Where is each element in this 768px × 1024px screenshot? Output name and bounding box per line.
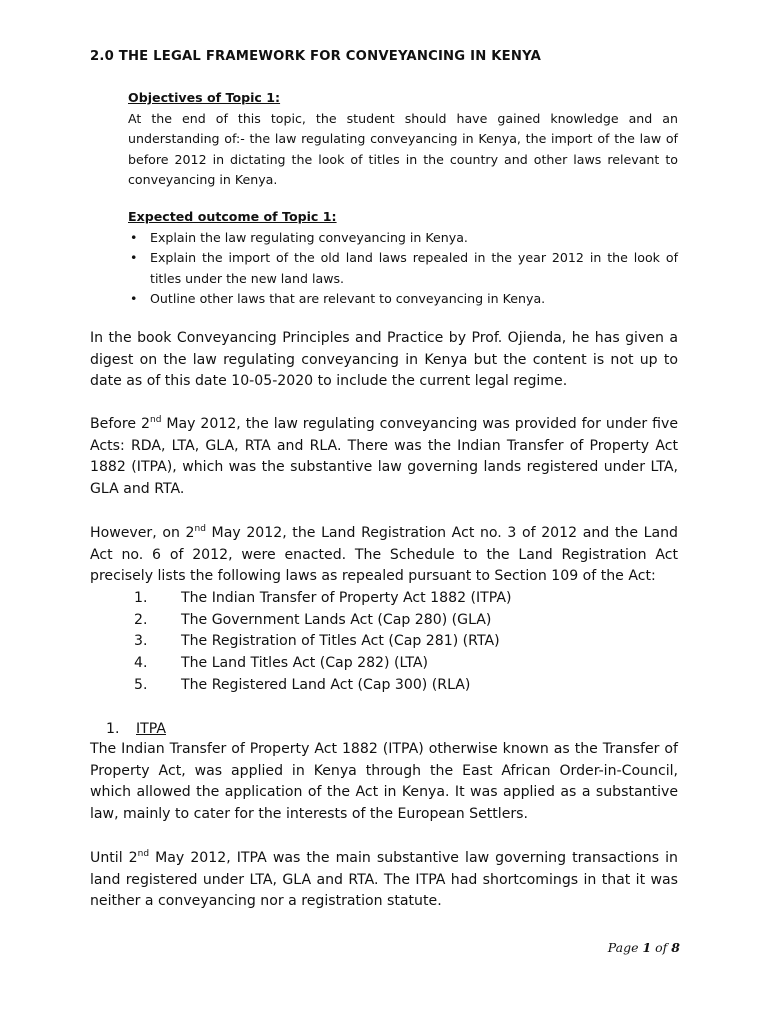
paragraph-itpa: The Indian Transfer of Property Act 1882 (ITPA) otherwise known as the Transfer of Property Act, was applied in Kenya through the East African Order-in-Council, which allowed the application of the Act in Kenya. It was applied as a substantive law, mainly to cater for the interests of the European Settlers. bbox=[90, 741, 678, 823]
outcome-title: Expected outcome of Topic 1: bbox=[128, 209, 337, 224]
list-item: • Explain the import of the old land laws repealed in the year 2012 in the look of titles under the new land laws. bbox=[130, 250, 678, 286]
objectives-title: Objectives of Topic 1: bbox=[128, 90, 281, 105]
outcome-list bbox=[128, 228, 678, 310]
document-heading: 2.0 THE LEGAL FRAMEWORK FOR CONVEYANCING IN KENYA bbox=[90, 49, 542, 64]
document-page: 2.0 THE LEGAL FRAMEWORK FOR CONVEYANCING IN KENYA Objectives of Topic 1: At the end of this topic, the student should have gained knowledge and an understanding of:- the law regulating conveyancing in Kenya, the import of the law of before 2012 in dictating the look of titles in the country and other laws relevant to conveyancing in Kenya. Expected outcome of Topic 1: • Explain the law regulating conveyancing in Kenya. • Explain the import of the old land laws repealed in the year 2012 in the look of titles under the new land laws. • Outline other laws that are relevant to conveyancing in Kenya. In the book Conveyancing Principles and Practice by Prof. Ojienda, he has given a digest on the law regulating conveyancing in Kenya but the content is not up to date as of this date 10-05-2020 to include the current legal regime. Before 2nd May 2012, the law regulating conveyancing was provided for under five Acts: RDA, LTA, GLA, RTA and RLA. There was the Indian Transfer of Property Act 1882 (ITPA), which was the substantive law governing lands registered under LTA, GLA and RTA. However, on 2nd May 2012, the Land Registration Act no. 3 of 2012 and the Land Act no. 6 of 2012, were enacted. The Schedule to the Land Registration Act precisely lists the following laws as repealed pursuant to Section 109 of the Act: 1. The Indian Transfer of Property Act 1882 (ITPA) 2. The Government Lands Act (Cap 280) (GLA) 3. The Registration of Titles Act (Cap 281) (RTA) 4. The Land Titles Act (Cap 282) (LTA) 5. The Registered Land Act (Cap 300) (RLA) 1. ITPA The Indian Transfer of Property Act 1882 (ITPA) otherwise known as the Transfer of Property Act, was applied in Kenya through the East African Order-in-Council, which allowed the application of the Act in Kenya. It was applied as a substantive law, mainly to cater for the interests of the European Settlers. Until 2nd May 2012, ITPA was the main substantive law governing transactions in land registered under LTA, GLA and RTA. The ITPA had shortcomings in that it was neither a conveyancing nor a registration statute. Page 1 of 8 bbox=[90, 49, 680, 955]
paragraph-before-2012: Before 2nd May 2012, the law regulating conveyancing was provided for under five Acts: RDA, LTA, GLA, RTA and RLA. There was the Indian Transfer of Property Act 1882 (ITPA), which was the substantive law governing lands registered under LTA, GLA and RTA. bbox=[90, 415, 678, 498]
list-item: • Explain the law regulating conveyancing in Kenya. bbox=[128, 228, 678, 249]
paragraph-ojienda: In the book Conveyancing Principles and Practice by Prof. Ojienda, he has given a digest on the law regulating conveyancing in Kenya but the content is not up to date as of this date 10-05-2020 to include the current legal regime. bbox=[90, 330, 678, 390]
bullet-icon: • bbox=[130, 250, 138, 265]
objectives-section bbox=[128, 88, 678, 191]
list-item: 5. The Registered Land Act (Cap 300) (RLA) bbox=[134, 676, 471, 693]
bullet-icon: • bbox=[130, 229, 138, 245]
list-item: 2. The Government Lands Act (Cap 280) (GLA) bbox=[134, 611, 492, 628]
outcome-section bbox=[128, 207, 678, 310]
list-item: 4. The Land Titles Act (Cap 282) (LTA) bbox=[134, 655, 429, 672]
bullet-icon: • bbox=[130, 291, 138, 306]
list-item: • Outline other laws that are relevant to conveyancing in Kenya. bbox=[128, 289, 678, 310]
paragraph-until-2012: Until 2nd May 2012, ITPA was the main substantive law governing transactions in land registered under LTA, GLA and RTA. The ITPA had shortcomings in that it was neither a conveyancing nor a registration statute. bbox=[90, 849, 678, 910]
objectives-text: At the end of this topic, the student should have gained knowledge and an understanding of:- the law regulating conveyancing in Kenya, the import of the law of before 2012 in dictating the look of titles in the country and other laws relevant to conveyancing in Kenya. bbox=[128, 110, 678, 187]
paragraph-land-registration-act: However, on 2nd May 2012, the Land Registration Act no. 3 of 2012 and the Land Act no. 6 of 2012, were enacted. The Schedule to the Land Registration Act precisely lists the following laws as repealed pursuant to Section 109 of the Act: bbox=[90, 524, 678, 585]
repealed-acts-list bbox=[90, 588, 678, 696]
list-item: 1. The Indian Transfer of Property Act 1882 (ITPA) bbox=[134, 590, 512, 606]
page-number: Page 1 of 8 bbox=[607, 940, 680, 955]
list-item: 3. The Registration of Titles Act (Cap 281) (RTA) bbox=[134, 633, 500, 650]
